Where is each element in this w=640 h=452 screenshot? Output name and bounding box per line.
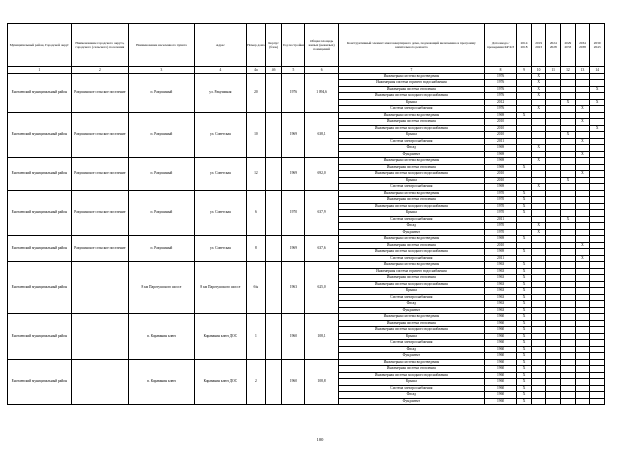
- period-mark-cell: X: [517, 210, 532, 217]
- settlement-cell: Ракушинское сельское поселение: [71, 190, 128, 236]
- period-mark-cell: X: [575, 171, 590, 178]
- date-cell: 2012: [484, 99, 516, 106]
- element-cell: Инженерная система водоотведения: [338, 112, 484, 119]
- col-number: 9: [517, 67, 532, 74]
- period-mark-cell: X: [575, 151, 590, 158]
- period-mark-cell: X: [561, 99, 576, 106]
- element-cell: Инженерная система отопления: [338, 275, 484, 282]
- element-cell: Инженерная система холодного водоснабжения: [338, 249, 484, 256]
- header-period-4: 2029 2033: [561, 24, 576, 67]
- period-mark-cell: X: [517, 288, 532, 295]
- page-number: 100: [316, 437, 324, 442]
- period-mark-cell: X: [517, 281, 532, 288]
- col-number: 4б: [265, 67, 282, 74]
- period-mark-cell: X: [575, 138, 590, 145]
- period-mark-cell: X: [517, 112, 532, 119]
- element-cell: Инженерная система отопления: [338, 164, 484, 171]
- element-cell: Инженерная система отопления: [338, 242, 484, 249]
- col-number: 6: [305, 67, 338, 74]
- period-mark-cell: X: [531, 73, 546, 80]
- date-cell: 1960: [484, 379, 516, 386]
- element-cell: Система электроснабжения: [338, 294, 484, 301]
- header-period-3: 2024 2028: [546, 24, 561, 67]
- period-mark-cell: X: [517, 190, 532, 197]
- period-mark-cell: [575, 398, 590, 405]
- element-cell: Инженерная система холодного водоснабжения: [338, 203, 484, 210]
- date-cell: 2010: [484, 177, 516, 184]
- header-settlement: Наименование городского округа, городского (сельского) поселения: [71, 24, 128, 67]
- date-cell: 2010: [484, 125, 516, 132]
- header-period-5: 2034 2038: [575, 24, 590, 67]
- construction-year-cell: 1969: [282, 112, 305, 158]
- area-cell: 108,8: [305, 359, 338, 405]
- date-cell: 2010: [484, 119, 516, 126]
- area-cell: 637,9: [305, 190, 338, 236]
- block-cell: [265, 262, 282, 314]
- period-mark-cell: [546, 398, 561, 405]
- date-cell: 1960: [484, 385, 516, 392]
- col-number: 4: [194, 67, 246, 74]
- period-mark-cell: X: [517, 385, 532, 392]
- house-number-cell: 6: [246, 190, 265, 236]
- construction-year-cell: 1969: [282, 236, 305, 262]
- locality-cell: п. Ракушиный: [129, 112, 195, 158]
- area-cell: 637,6: [305, 236, 338, 262]
- period-mark-cell: X: [590, 99, 605, 106]
- area-cell: 108,1: [305, 314, 338, 360]
- area-cell: 692,0: [305, 158, 338, 191]
- element-cell: Крыша: [338, 99, 484, 106]
- period-mark-cell: [531, 398, 546, 405]
- period-mark-cell: X: [517, 164, 532, 171]
- period-mark-cell: X: [590, 86, 605, 93]
- date-cell: 1970: [484, 210, 516, 217]
- settlement-cell: [71, 314, 128, 360]
- element-cell: Инженерная система холодного водоснабжения: [338, 93, 484, 100]
- date-cell: 2011: [484, 255, 516, 262]
- date-cell: 1960: [484, 366, 516, 373]
- element-cell: Инженерная система холодного водоснабжения: [338, 372, 484, 379]
- period-mark-cell: X: [517, 249, 532, 256]
- construction-year-cell: 1976: [282, 73, 305, 112]
- element-cell: Инженерная система водоотведения: [338, 314, 484, 321]
- element-cell: Крыша: [338, 379, 484, 386]
- date-cell: 1969: [484, 249, 516, 256]
- period-mark-cell: X: [517, 268, 532, 275]
- area-cell: 1 094,6: [305, 73, 338, 112]
- period-mark-cell: X: [531, 184, 546, 191]
- element-cell: Фасад: [338, 346, 484, 353]
- locality-cell: п. Ракушиный: [129, 236, 195, 262]
- col-number: 7: [338, 67, 484, 74]
- municipality-cell: Енотаевский муниципальный район: [8, 236, 72, 262]
- construction-year-cell: 1963: [282, 262, 305, 314]
- header-address: Адрес: [194, 24, 246, 67]
- municipality-cell: Енотаевский муниципальный район: [8, 262, 72, 314]
- element-cell: Инженерная система отопления: [338, 197, 484, 204]
- col-number: 14: [590, 67, 605, 74]
- street-cell: ул. Ракушиная: [194, 73, 246, 112]
- period-mark-cell: X: [531, 229, 546, 236]
- house-number-cell: б/н: [246, 262, 265, 314]
- date-cell: 1960: [484, 333, 516, 340]
- date-cell: 2011: [484, 216, 516, 223]
- area-cell: 625,0: [305, 262, 338, 314]
- period-mark-cell: X: [517, 320, 532, 327]
- capital-repair-table: [7, 23, 605, 405]
- locality-cell: п. Караванин ключ: [129, 359, 195, 405]
- house-number-cell: 8: [246, 236, 265, 262]
- date-cell: 1963: [484, 294, 516, 301]
- header-period-2: 2019 2023: [531, 24, 546, 67]
- element-cell: Крыша: [338, 333, 484, 340]
- element-cell: Инженерная система горячего водоснабжения: [338, 80, 484, 87]
- date-cell: 1970: [484, 190, 516, 197]
- period-mark-cell: X: [517, 333, 532, 340]
- period-mark-cell: X: [575, 106, 590, 113]
- period-mark-cell: X: [531, 145, 546, 152]
- period-mark-cell: X: [517, 294, 532, 301]
- date-cell: 1970: [484, 203, 516, 210]
- period-mark-cell: X: [575, 242, 590, 249]
- header-block: Корпус (блок): [265, 24, 282, 67]
- element-cell: Инженерная система отопления: [338, 86, 484, 93]
- period-mark-cell: X: [561, 132, 576, 139]
- element-cell: Инженерная система отопления: [338, 119, 484, 126]
- period-mark-cell: X: [561, 216, 576, 223]
- date-cell: 2011: [484, 138, 516, 145]
- element-cell: Фундамент: [338, 398, 484, 405]
- settlement-cell: [71, 359, 128, 405]
- street-cell: Караванин ключ ДОС: [194, 359, 246, 405]
- construction-year-cell: 1960: [282, 359, 305, 405]
- period-mark-cell: X: [517, 301, 532, 308]
- element-cell: Система электроснабжения: [338, 385, 484, 392]
- date-cell: 1976: [484, 80, 516, 87]
- element-cell: Инженерная система холодного водоснабжения: [338, 125, 484, 132]
- date-cell: 1970: [484, 197, 516, 204]
- municipality-cell: Енотаевский муниципальный район: [8, 359, 72, 405]
- date-cell: 1969: [484, 145, 516, 152]
- period-mark-cell: X: [561, 177, 576, 184]
- header-element: Конструктивный элемент многоквартирного дома, подлежащий включению в программу капитального ремонта: [338, 24, 484, 67]
- element-cell: Инженерная система водоотведения: [338, 158, 484, 165]
- element-cell: Инженерная система холодного водоснабжения: [338, 281, 484, 288]
- street-cell: ул. Советская: [194, 158, 246, 191]
- date-cell: 1976: [484, 73, 516, 80]
- date-cell: 1969: [484, 184, 516, 191]
- house-number-cell: 20: [246, 73, 265, 112]
- block-cell: [265, 73, 282, 112]
- date-cell: 1960: [484, 327, 516, 334]
- element-cell: Крыша: [338, 132, 484, 139]
- col-number: 11: [546, 67, 561, 74]
- period-mark-cell: X: [531, 223, 546, 230]
- header-period-6: 2039 2043: [590, 24, 605, 67]
- col-number: 2: [71, 67, 128, 74]
- header-date: Дата ввода / проведения КР КЭ: [484, 24, 516, 67]
- house-number-cell: 10: [246, 112, 265, 158]
- date-cell: 1963: [484, 281, 516, 288]
- municipality-cell: Енотаевский муниципальный район: [8, 158, 72, 191]
- header-municipality: Муниципальный район, Городской округ: [8, 24, 72, 67]
- municipality-cell: Енотаевский муниципальный район: [8, 73, 72, 112]
- date-cell: 1976: [484, 106, 516, 113]
- header-period-1: 2014 2018: [517, 24, 532, 67]
- date-cell: 1970: [484, 229, 516, 236]
- col-number: 12: [561, 67, 576, 74]
- street-cell: 8 км Паротушского шоссе: [194, 262, 246, 314]
- period-mark-cell: X: [517, 372, 532, 379]
- element-cell: Инженерная система отопления: [338, 366, 484, 373]
- period-mark-cell: X: [517, 314, 532, 321]
- period-mark-cell: X: [531, 158, 546, 165]
- date-cell: 1960: [484, 353, 516, 360]
- date-cell: 1963: [484, 301, 516, 308]
- period-mark-cell: X: [517, 307, 532, 314]
- period-mark-cell: X: [531, 106, 546, 113]
- date-cell: 1969: [484, 164, 516, 171]
- period-mark-cell: X: [575, 119, 590, 126]
- date-cell: 1960: [484, 320, 516, 327]
- element-cell: Инженерная система холодного водоснабжения: [338, 171, 484, 178]
- period-mark-cell: X: [517, 398, 532, 405]
- period-mark-cell: X: [517, 236, 532, 243]
- period-mark-cell: X: [517, 197, 532, 204]
- element-cell: Фундамент: [338, 307, 484, 314]
- period-mark-cell: X: [517, 359, 532, 366]
- period-mark-cell: X: [517, 203, 532, 210]
- settlement-cell: Ракушинское сельское поселение: [71, 158, 128, 191]
- date-cell: 1963: [484, 262, 516, 269]
- municipality-cell: Енотаевский муниципальный район: [8, 190, 72, 236]
- col-number: 5: [282, 67, 305, 74]
- date-cell: 1960: [484, 340, 516, 347]
- block-cell: [265, 112, 282, 158]
- settlement-cell: Ракушинское сельское поселение: [71, 236, 128, 262]
- date-cell: 1963: [484, 275, 516, 282]
- construction-year-cell: 1960: [282, 314, 305, 360]
- date-cell: 2010: [484, 171, 516, 178]
- locality-cell: 8 км Паротушского шоссе: [129, 262, 195, 314]
- period-mark-cell: X: [517, 262, 532, 269]
- element-cell: Инженерная система отопления: [338, 320, 484, 327]
- locality-cell: п. Ракушиный: [129, 158, 195, 191]
- date-cell: 2010: [484, 242, 516, 249]
- block-cell: [265, 158, 282, 191]
- house-number-cell: 1: [246, 314, 265, 360]
- table-body: [8, 73, 605, 405]
- period-mark-cell: X: [531, 86, 546, 93]
- col-number: 8: [484, 67, 516, 74]
- house-number-cell: 12: [246, 158, 265, 191]
- header-locality: Наименование населенного пункта: [129, 24, 195, 67]
- date-cell: 1969: [484, 151, 516, 158]
- date-cell: 1963: [484, 288, 516, 295]
- period-mark-cell: X: [517, 353, 532, 360]
- element-cell: Инженерная система горячего водоснабжения: [338, 268, 484, 275]
- street-cell: Караванин ключ ДОС: [194, 314, 246, 360]
- col-number: 3: [129, 67, 195, 74]
- date-cell: 1960: [484, 398, 516, 405]
- block-cell: [265, 236, 282, 262]
- element-cell: Фасад: [338, 301, 484, 308]
- period-mark-cell: X: [517, 366, 532, 373]
- construction-year-cell: 1970: [282, 190, 305, 236]
- date-cell: 1960: [484, 392, 516, 399]
- element-cell: Система электроснабжения: [338, 184, 484, 191]
- construction-year-cell: 1969: [282, 158, 305, 191]
- header-year: Год постройки: [282, 24, 305, 67]
- period-mark-cell: X: [517, 275, 532, 282]
- date-cell: 1970: [484, 223, 516, 230]
- element-cell: Инженерная система холодного водоснабжения: [338, 327, 484, 334]
- col-number: 1: [8, 67, 72, 74]
- settlement-cell: Ракушинское сельское поселение: [71, 112, 128, 158]
- element-cell: Крыша: [338, 210, 484, 217]
- locality-cell: п. Ракушиный: [129, 73, 195, 112]
- municipality-cell: Енотаевский муниципальный район: [8, 314, 72, 360]
- period-mark-cell: X: [531, 93, 546, 100]
- block-cell: [265, 190, 282, 236]
- street-cell: ул. Советская: [194, 112, 246, 158]
- element-cell: Система электроснабжения: [338, 106, 484, 113]
- date-cell: 1976: [484, 86, 516, 93]
- col-number: 13: [575, 67, 590, 74]
- element-cell: Крыша: [338, 177, 484, 184]
- locality-cell: п. Караванин ключ: [129, 314, 195, 360]
- element-cell: Фасад: [338, 392, 484, 399]
- municipality-cell: Енотаевский муниципальный район: [8, 112, 72, 158]
- date-cell: 1960: [484, 372, 516, 379]
- period-mark-cell: X: [517, 327, 532, 334]
- period-mark-cell: X: [517, 346, 532, 353]
- date-cell: 1960: [484, 359, 516, 366]
- date-cell: 1969: [484, 112, 516, 119]
- street-cell: ул. Советская: [194, 190, 246, 236]
- element-cell: Инженерная система водоотведения: [338, 190, 484, 197]
- period-mark-cell: [561, 398, 576, 405]
- element-cell: Система электроснабжения: [338, 216, 484, 223]
- element-cell: Инженерная система водоотведения: [338, 236, 484, 243]
- header-house-number: Номер дома: [246, 24, 265, 67]
- block-cell: [265, 359, 282, 405]
- period-mark-cell: X: [517, 340, 532, 347]
- element-cell: Система электроснабжения: [338, 340, 484, 347]
- date-cell: 2010: [484, 132, 516, 139]
- period-mark-cell: X: [531, 80, 546, 87]
- date-cell: 1963: [484, 268, 516, 275]
- locality-cell: п. Ракушиный: [129, 190, 195, 236]
- element-cell: Фундамент: [338, 151, 484, 158]
- period-mark-cell: X: [590, 125, 605, 132]
- date-cell: 1976: [484, 93, 516, 100]
- header-row: [8, 24, 605, 67]
- element-cell: Фундамент: [338, 229, 484, 236]
- col-number: 4а: [246, 67, 265, 74]
- element-cell: Инженерная система водоотведения: [338, 262, 484, 269]
- house-number-cell: 2: [246, 359, 265, 405]
- element-cell: Инженерная система водоотведения: [338, 359, 484, 366]
- area-cell: 638,1: [305, 112, 338, 158]
- date-cell: 1969: [484, 236, 516, 243]
- date-cell: 1960: [484, 346, 516, 353]
- element-cell: Фасад: [338, 145, 484, 152]
- element-cell: Фасад: [338, 223, 484, 230]
- element-cell: Инженерная система водоотведения: [338, 73, 484, 80]
- element-cell: Крыша: [338, 288, 484, 295]
- street-cell: ул. Советская: [194, 236, 246, 262]
- date-cell: 1960: [484, 314, 516, 321]
- settlement-cell: Ракушинское сельское поселение: [71, 73, 128, 112]
- period-mark-cell: X: [517, 392, 532, 399]
- date-cell: 1963: [484, 307, 516, 314]
- header-area: Общая площадь жилых (нежилых) помещений: [305, 24, 338, 67]
- element-cell: Система электроснабжения: [338, 138, 484, 145]
- block-cell: [265, 314, 282, 360]
- element-cell: Фундамент: [338, 353, 484, 360]
- period-mark-cell: [590, 398, 605, 405]
- period-mark-cell: X: [517, 379, 532, 386]
- col-number: 10: [531, 67, 546, 74]
- date-cell: 1969: [484, 158, 516, 165]
- settlement-cell: [71, 262, 128, 314]
- element-cell: Система электроснабжения: [338, 255, 484, 262]
- period-mark-cell: X: [575, 255, 590, 262]
